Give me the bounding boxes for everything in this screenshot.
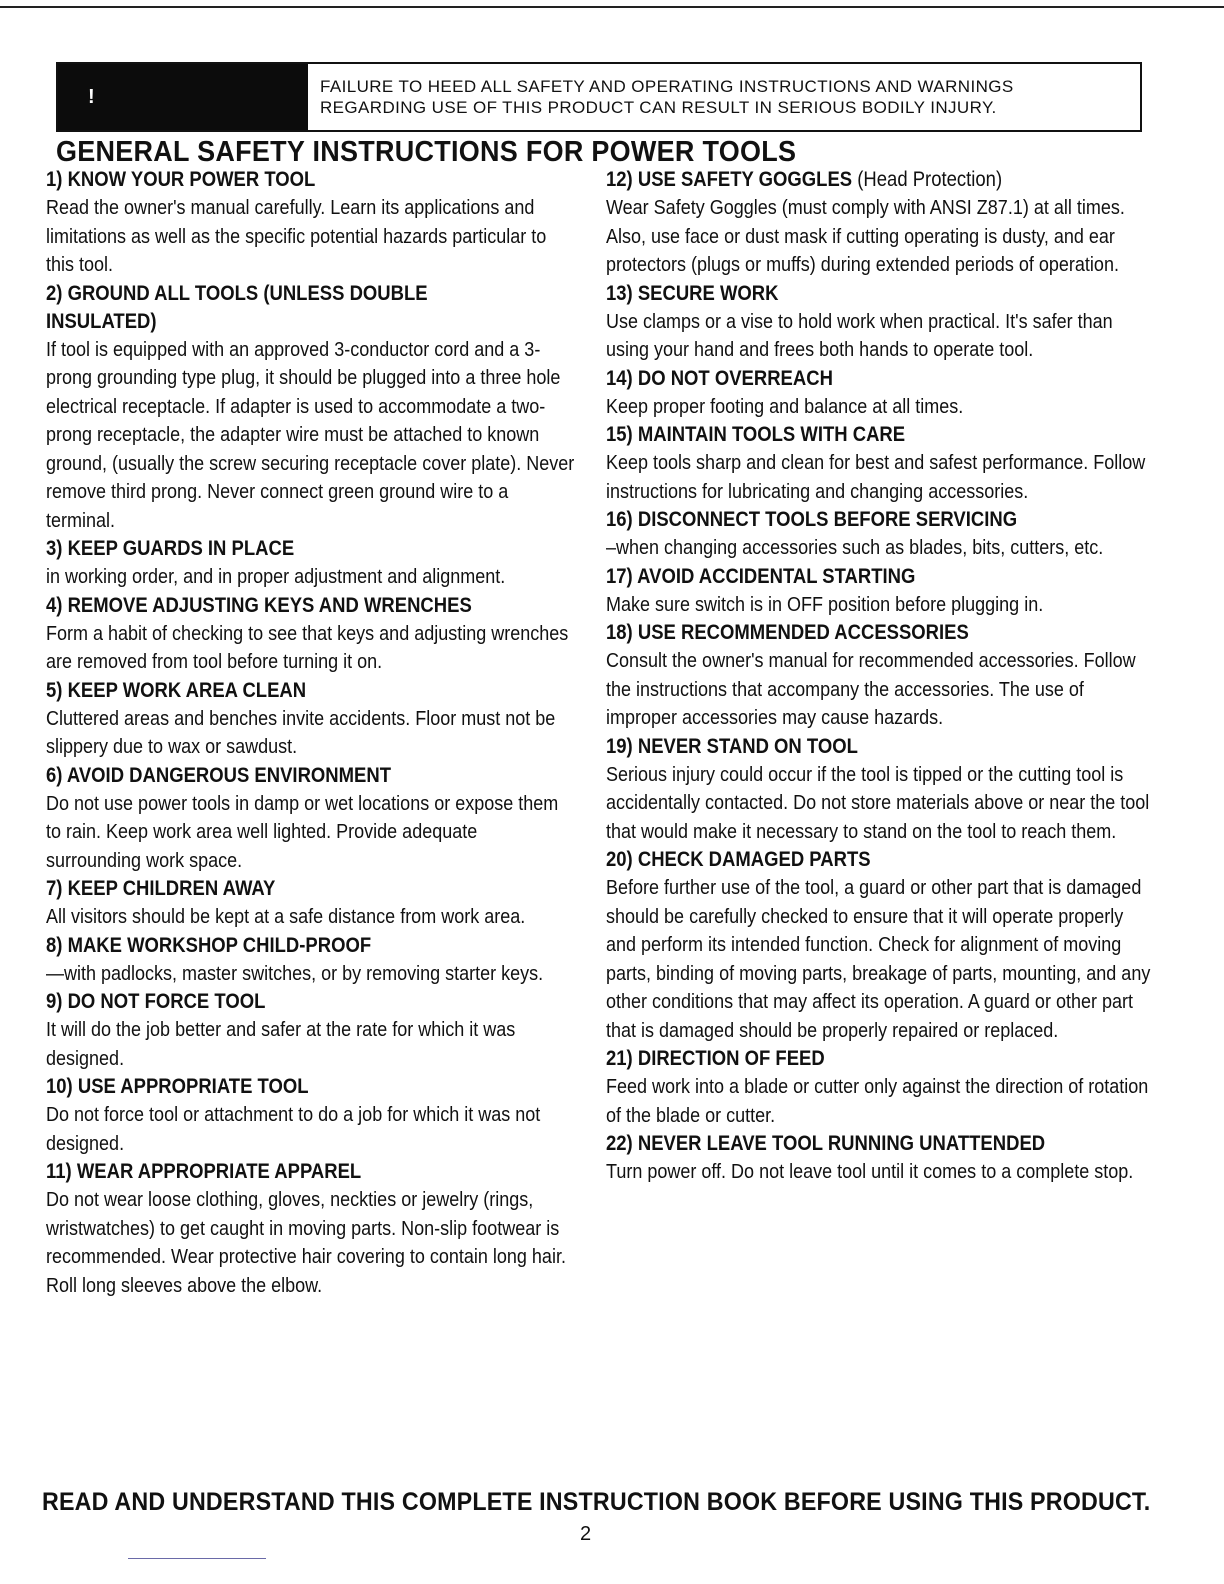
right-column xyxy=(606,166,1151,1187)
safety-item xyxy=(46,280,575,536)
item-title: 20) CHECK DAMAGED PARTS xyxy=(606,848,871,871)
safety-item xyxy=(46,535,571,592)
safety-item xyxy=(46,592,571,677)
item-body: Consult the owner's manual for recommended accessories. Follow the instructions that accompany the accessories. The use of improper accessories may cause hazards. xyxy=(606,650,1136,729)
item-title: 4) REMOVE ADJUSTING KEYS AND WRENCHES xyxy=(46,593,472,617)
item-title: 10) USE APPROPRIATE TOOL xyxy=(46,1075,309,1098)
item-body: –when changing accessories such as blades, bits, cutters, etc. xyxy=(606,537,1104,559)
warning-line-1: FAILURE TO HEED ALL SAFETY AND OPERATING INSTRUCTIONS AND WARNINGS xyxy=(320,77,1014,96)
item-subtitle: (Head Protection) xyxy=(857,168,1003,191)
page-number: 2 xyxy=(580,1523,592,1545)
item-body: Wear Safety Goggles (must comply with ANSI Z87.1) at all times. Also, use face or dust mask if cutting operating is dusty, and ear protectors (plugs or muffs) during extended periods of operation. xyxy=(606,197,1125,276)
safety-item xyxy=(606,365,1146,422)
item-title: 17) AVOID ACCIDENTAL STARTING xyxy=(606,564,916,588)
safety-item xyxy=(606,506,1146,563)
item-title: 14) DO NOT OVERREACH xyxy=(606,366,833,390)
warning-box xyxy=(56,62,1142,132)
item-body: in working order, and in proper adjustment and alignment. xyxy=(46,566,506,588)
safety-item xyxy=(606,166,1146,280)
item-body: Form a habit of checking to see that keys and adjusting wrenches are removed from tool before turning it on. xyxy=(46,622,569,673)
item-title: 15) MAINTAIN TOOLS WITH CARE xyxy=(606,423,906,446)
item-title: 9) DO NOT FORCE TOOL xyxy=(46,990,266,1013)
item-title: 11) WEAR APPROPRIATE APPAREL xyxy=(46,1160,362,1183)
item-body: All visitors should be kept at a safe distance from work area. xyxy=(46,906,526,928)
safety-item xyxy=(606,1045,1149,1130)
item-body: Do not use power tools in damp or wet locations or expose them to rain. Keep work area well lighted. Provide adequate surrounding work space. xyxy=(46,792,559,872)
exclamation-icon: ! xyxy=(88,86,95,108)
item-title: 5) KEEP WORK AREA CLEAN xyxy=(46,678,307,702)
item-body: Turn power off. Do not leave tool until it comes to a complete stop. xyxy=(606,1161,1134,1183)
safety-item xyxy=(46,988,571,1073)
safety-item xyxy=(46,875,571,932)
safety-item xyxy=(606,846,1151,1045)
top-rule xyxy=(0,6,1224,8)
item-title: 19) NEVER STAND ON TOOL xyxy=(606,734,858,758)
item-body: Do not wear loose clothing, gloves, neckties or jewelry (rings, wristwatches) to get caught in moving parts. Non-slip footwear is recommended. Wear protective hair covering to contain long hair. Roll long sleeves above the elbow. xyxy=(46,1189,566,1297)
item-body: Read the owner's manual carefully. Learn its applications and limitations as well as the specific potential hazards particular to this tool. xyxy=(46,197,547,276)
item-body: —with padlocks, master switches, or by removing starter keys. xyxy=(46,962,544,985)
warning-text xyxy=(320,76,1014,118)
safety-item xyxy=(606,733,1150,847)
item-body: It will do the job better and safer at the rate for which it was designed. xyxy=(46,1019,516,1070)
read-instructions-note: READ AND UNDERSTAND THIS COMPLETE INSTRUCTION BOOK BEFORE USING THIS PRODUCT. xyxy=(42,1488,1151,1516)
item-title: 8) MAKE WORKSHOP CHILD-PROOF xyxy=(46,933,372,957)
item-title: 22) NEVER LEAVE TOOL RUNNING UNATTENDED xyxy=(606,1132,1046,1155)
item-title xyxy=(606,166,1081,194)
warning-label-block xyxy=(58,64,308,130)
item-body: Before further use of the tool, a guard or other part that is damaged should be carefully checked to ensure that it will operate properly and perform its intended function. Check for alignment of moving parts, binding of moving parts, breakage of parts, mounting, and any other conditions that may affect its operation. A guard or other part that is damaged should be properly repaired or replaced. xyxy=(606,877,1151,1042)
item-title: 16) DISCONNECT TOOLS BEFORE SERVICING xyxy=(606,508,1018,531)
safety-item xyxy=(606,421,1146,506)
left-column xyxy=(46,166,575,1300)
item-title: 7) KEEP CHILDREN AWAY xyxy=(46,877,276,900)
warning-line-2: REGARDING USE OF THIS PRODUCT CAN RESULT IN SERIOUS BODILY INJURY. xyxy=(320,98,997,117)
bottom-rule xyxy=(128,1558,266,1559)
item-title: 18) USE RECOMMENDED ACCESSORIES xyxy=(606,621,969,644)
safety-item xyxy=(46,932,571,989)
item-body: Keep tools sharp and clean for best and safest performance. Follow instructions for lubricating and changing accessories. xyxy=(606,452,1146,503)
item-title: 21) DIRECTION OF FEED xyxy=(606,1047,825,1070)
page-title: GENERAL SAFETY INSTRUCTIONS FOR POWER TOOLS xyxy=(56,136,797,168)
item-body: Keep proper footing and balance at all times. xyxy=(606,395,964,418)
item-body: If tool is equipped with an approved 3-conductor cord and a 3-prong grounding type plug, it should be plugged into a three hole electrical receptacle. If adapter is used to accommodate a two-prong receptacle, the adapter wire must be attached to known ground, (usually the screw securing receptacle cover plate). Never remove third prong. Never connect green ground wire to a terminal. xyxy=(46,338,575,532)
item-body: Make sure switch is in OFF position before plugging in. xyxy=(606,593,1044,616)
item-title: 1) KNOW YOUR POWER TOOL xyxy=(46,168,316,191)
safety-item xyxy=(606,280,1146,365)
item-body: Use clamps or a vise to hold work when practical. It's safer than using your hand and frees both hands to operate tool. xyxy=(606,310,1113,361)
safety-item xyxy=(606,619,1146,733)
item-title: 13) SECURE WORK xyxy=(606,281,779,305)
safety-item xyxy=(46,762,571,876)
safety-item xyxy=(606,1130,1146,1187)
item-title: 2) GROUND ALL TOOLS (UNLESS DOUBLE INSULATED) xyxy=(46,281,428,333)
item-body: Feed work into a blade or cutter only against the direction of rotation of the blade or cutter. xyxy=(606,1076,1149,1127)
item-title-text: 12) USE SAFETY GOGGLES xyxy=(606,168,853,191)
safety-item xyxy=(46,1073,571,1158)
item-title: 6) AVOID DANGEROUS ENVIRONMENT xyxy=(46,763,391,787)
safety-item xyxy=(46,677,571,762)
safety-item xyxy=(606,563,1146,620)
item-body: Serious injury could occur if the tool is tipped or the cutting tool is accidentally contacted. Do not store materials above or near the tool that would make it necessary to stand on the tool to reach them. xyxy=(606,763,1150,843)
safety-item xyxy=(46,1158,571,1300)
safety-item xyxy=(46,166,571,280)
item-body: Do not force tool or attachment to do a job for which it was not designed. xyxy=(46,1104,541,1155)
item-title: 3) KEEP GUARDS IN PLACE xyxy=(46,537,295,560)
item-body: Cluttered areas and benches invite accidents. Floor must not be slippery due to wax or sawdust. xyxy=(46,707,556,758)
